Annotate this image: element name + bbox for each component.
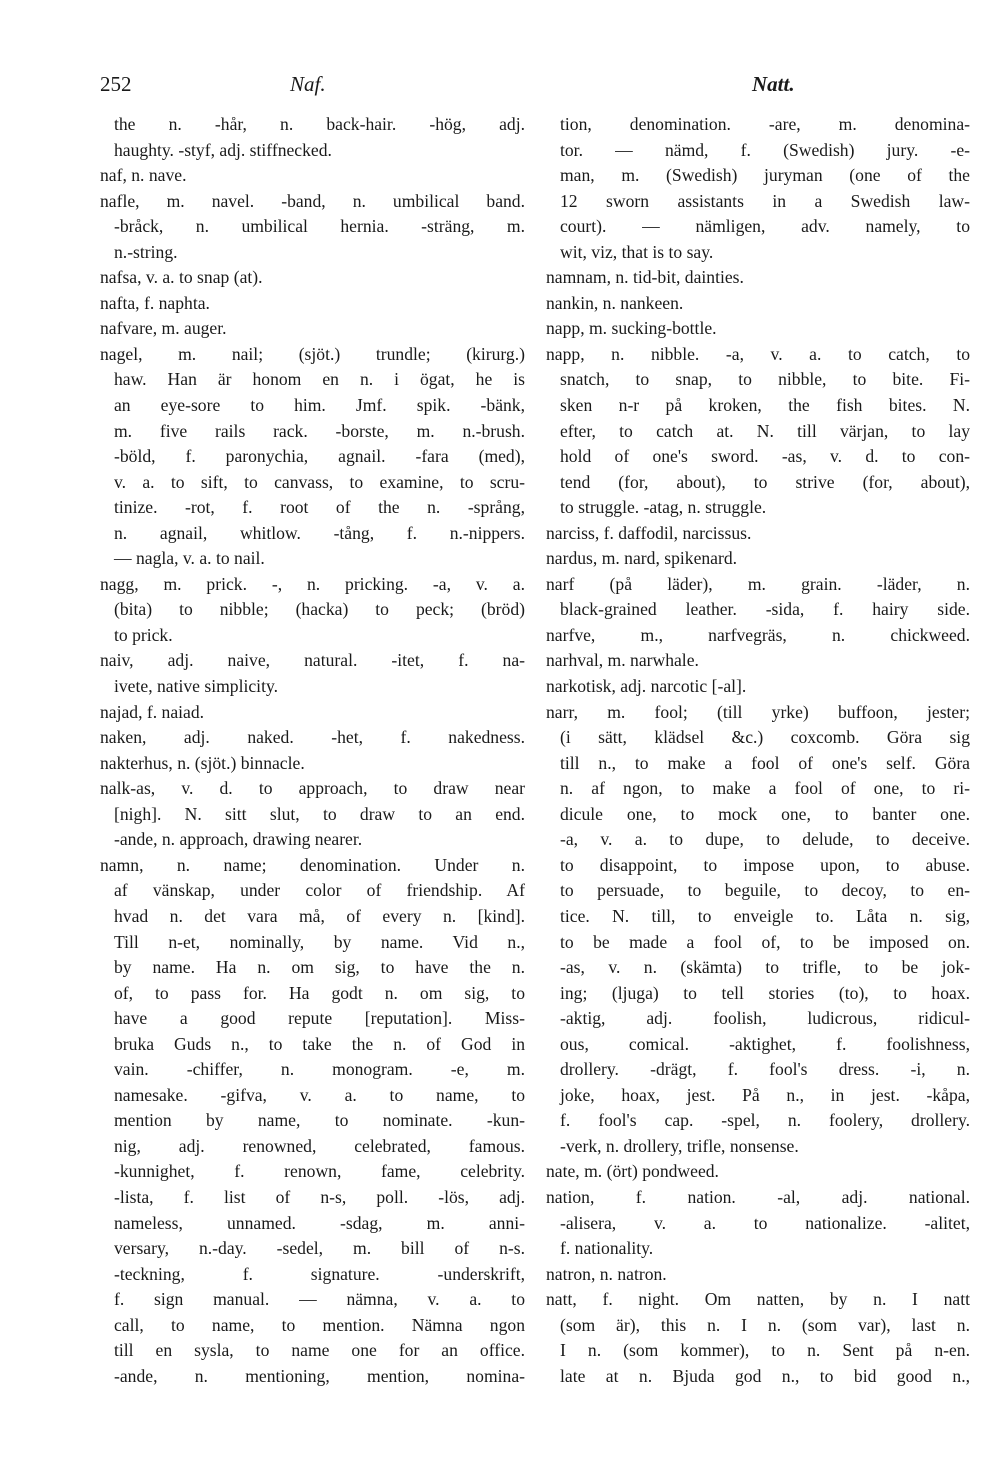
entry-line: napp, m. sucking-bottle. <box>546 318 717 339</box>
left-column <box>100 112 525 1389</box>
entry-line: versary, n.-day. -sedel, m. bill of n-s. <box>114 1238 525 1259</box>
entry-line: narf (på läder), m. grain. -läder, n. <box>546 573 970 594</box>
entry-line: have a good repute [reputation]. Miss- <box>114 1008 525 1029</box>
entry-line: haw. Han är honom en n. i ögat, he is <box>114 369 525 390</box>
entry-line: I n. (som kommer), to n. Sent på n-en. <box>560 1340 970 1361</box>
entry-line: to prick. <box>114 624 173 645</box>
entry-line: efter, to catch at. N. till värjan, to lay <box>560 420 970 441</box>
entry-line: namesake. -gifva, v. a. to name, to <box>114 1084 525 1105</box>
entry-line: sken n-r på kroken, the fish bites. N. <box>560 395 970 416</box>
entry-line: narciss, f. daffodil, narcissus. <box>546 522 752 543</box>
entry-line: natron, n. natron. <box>546 1263 667 1284</box>
entry-line: -bråck, n. umbilical hernia. -sträng, m. <box>114 216 525 237</box>
entry-line: naf, n. nave. <box>100 165 187 186</box>
entry-line: napp, n. nibble. -a, v. a. to catch, to <box>546 343 970 364</box>
entry-line: nameless, unnamed. -sdag, m. anni- <box>114 1212 525 1233</box>
entry-line: late at n. Bjuda god n., to bid good n., <box>560 1365 970 1386</box>
entry-line: nate, m. (ört) pondweed. <box>546 1161 719 1182</box>
entry-line: by name. Ha n. om sig, to have the n. <box>114 957 525 978</box>
entry-line: the n. -hår, n. back-hair. -hög, adj. <box>114 114 525 134</box>
entry-line: bruka Guds n., to take the n. of God in <box>114 1033 525 1054</box>
entry-line: snatch, to snap, to nibble, to bite. Fi- <box>560 369 970 390</box>
entry-line: -aktig, adj. foolish, ludicrous, ridicul- <box>560 1008 970 1029</box>
entry-line: -alisera, v. a. to nationalize. -alitet, <box>560 1212 970 1233</box>
entry-line: till n., to make a fool of one's self. Göra <box>560 752 970 773</box>
entry-line: nafle, m. navel. -band, n. umbilical band. <box>100 190 525 211</box>
entry-line: m. five rails rack. -borste, m. n.-brush. <box>114 420 525 441</box>
entry-line: -a, v. a. to dupe, to delude, to deceive. <box>560 829 970 850</box>
entry-line: ing; (ljuga) to tell stories (to), to hoax. <box>560 982 970 1003</box>
running-header <box>100 72 950 104</box>
entry-line: namn, n. name; denomination. Under n. <box>100 854 525 875</box>
entry-line: nafsa, v. a. to snap (at). <box>100 267 263 288</box>
entry-line: till en sysla, to name one for an office. <box>114 1340 525 1361</box>
entry-line: najad, f. naiad. <box>100 701 205 722</box>
entry-line: wit, viz, that is to say. <box>560 241 714 262</box>
entry-line: man, m. (Swedish) juryman (one of the <box>560 165 970 186</box>
entry-line: -as, v. n. (skämta) to trifle, to be jok- <box>560 957 970 978</box>
entry-line: haughty. -styf, adj. stiffnecked. <box>114 139 332 160</box>
entry-line: nakterhus, n. (sjöt.) binnacle. <box>100 752 305 773</box>
guide-word-left: Naf. <box>290 72 326 96</box>
entry-line: n. agnail, whitlow. -tång, f. n.-nippers. <box>114 522 525 543</box>
entry-line: an eye-sore to him. Jmf. spik. -bänk, <box>114 395 525 416</box>
entry-line: to be made a fool of, to be imposed on. <box>560 931 970 952</box>
entry-line: -teckning, f. signature. -underskrift, <box>114 1263 525 1284</box>
entry-line: drollery. -drägt, f. fool's dress. -i, n. <box>560 1059 970 1080</box>
entry-line: nagg, m. prick. -, n. pricking. -a, v. a. <box>100 573 525 594</box>
entry-line: af vänskap, under color of friendship. Af <box>114 880 525 901</box>
entry-line: -kunnighet, f. renown, fame, celebrity. <box>114 1161 525 1182</box>
entry-line: joke, hoax, jest. På n., in jest. -kåpa, <box>560 1084 970 1105</box>
entry-line: nafta, f. naphta. <box>100 292 210 313</box>
entry-line: of, to pass for. Ha godt n. om sig, to <box>114 982 525 1003</box>
entry-line: f. fool's cap. -spel, n. foolery, drollery. <box>560 1110 970 1131</box>
entry-line: natt, f. night. Om natten, by n. I natt <box>546 1289 970 1310</box>
entry-line: black-grained leather. -sida, f. hairy side. <box>560 599 970 620</box>
entry-line: n.-string. <box>114 241 178 262</box>
entry-line: to disappoint, to impose upon, to abuse. <box>560 854 970 875</box>
entry-line: f. nationality. <box>560 1238 654 1259</box>
entry-line: -ande, n. mentioning, mention, nomina- <box>114 1365 525 1386</box>
entry-line: narr, m. fool; (till yrke) buffoon, jester; <box>546 701 970 722</box>
entry-line: Till n-et, nominally, by name. Vid n., <box>114 931 525 952</box>
entry-line: mention by name, to nominate. -kun- <box>114 1110 525 1131</box>
entry-line: [nigh]. N. sitt slut, to draw to an end. <box>114 803 525 824</box>
entry-line: nafvare, m. auger. <box>100 318 227 339</box>
entry-line: to persuade, to beguile, to decoy, to en- <box>560 880 970 901</box>
entry-line: nation, f. nation. -al, adj. national. <box>546 1186 970 1207</box>
entry-line: namnam, n. tid-bit, dainties. <box>546 267 744 288</box>
entry-line: nig, adj. renowned, celebrated, famous. <box>114 1135 525 1156</box>
guide-word-right: Natt. <box>752 72 795 96</box>
entry-line: nalk-as, v. d. to approach, to draw near <box>100 778 525 799</box>
entry-line: -lista, f. list of n-s, poll. -lös, adj. <box>114 1186 525 1207</box>
entry-line: naiv, adj. naive, natural. -itet, f. na- <box>100 650 525 671</box>
entry-line: tion, denomination. -are, m. denomina- <box>560 114 970 134</box>
entry-line: -verk, n. drollery, trifle, nonsense. <box>560 1135 799 1156</box>
entry-line: (som är), this n. I n. (som var), last n. <box>560 1314 970 1335</box>
entry-line: v. a. to sift, to canvass, to examine, to scru- <box>114 471 525 492</box>
entry-line: (i sätt, klädsel &c.) coxcomb. Göra sig <box>560 727 970 748</box>
entry-line: 12 sworn assistants in a Swedish law- <box>560 190 970 211</box>
entry-line: tend (for, about), to strive (for, about), <box>560 471 970 492</box>
entry-line: (bita) to nibble; (hacka) to peck; (bröd) <box>114 599 525 620</box>
entry-line: ivete, native simplicity. <box>114 676 279 697</box>
entry-line: ous, comical. -aktighet, f. foolishness, <box>560 1033 970 1054</box>
entry-line: to struggle. -atag, n. struggle. <box>560 497 767 518</box>
entry-line: naken, adj. naked. -het, f. nakedness. <box>100 727 525 748</box>
entry-line: vain. -chiffer, n. monogram. -e, m. <box>114 1059 525 1080</box>
entry-line: narfve, m., narfvegräs, n. chickweed. <box>546 624 970 645</box>
entry-line: -ande, n. approach, drawing nearer. <box>114 829 363 850</box>
entry-line: court). — nämligen, adv. namely, to <box>560 216 970 237</box>
entry-line: call, to name, to mention. Nämna ngon <box>114 1314 525 1335</box>
entry-line: nagel, m. nail; (sjöt.) trundle; (kirurg.) <box>100 343 525 364</box>
entry-line: f. sign manual. — nämna, v. a. to <box>114 1289 525 1310</box>
entry-line: tinize. -rot, f. root of the n. -språng, <box>114 497 525 518</box>
entry-line: dicule one, to mock one, to banter one. <box>560 803 970 824</box>
entry-line: tice. N. till, to enveigle to. Låta n. sig, <box>560 905 970 926</box>
entry-line: narkotisk, adj. narcotic [-al]. <box>546 676 747 697</box>
entry-line: hold of one's sword. -as, v. d. to con- <box>560 446 970 467</box>
page-number: 252 <box>100 72 132 96</box>
entry-line: — nagla, v. a. to nail. <box>114 548 265 569</box>
entry-line: -böld, f. paronychia, agnail. -fara (med), <box>114 446 525 467</box>
right-column <box>546 112 970 1389</box>
entry-line: n. af ngon, to make a fool of one, to ri- <box>560 778 970 799</box>
entry-line: nardus, m. nard, spikenard. <box>546 548 738 569</box>
entry-line: hvad n. det vara må, of every n. [kind]. <box>114 905 525 926</box>
entry-line: tor. — nämd, f. (Swedish) jury. -e- <box>560 139 970 160</box>
entry-line: nankin, n. nankeen. <box>546 292 684 313</box>
entry-line: narhval, m. narwhale. <box>546 650 699 671</box>
